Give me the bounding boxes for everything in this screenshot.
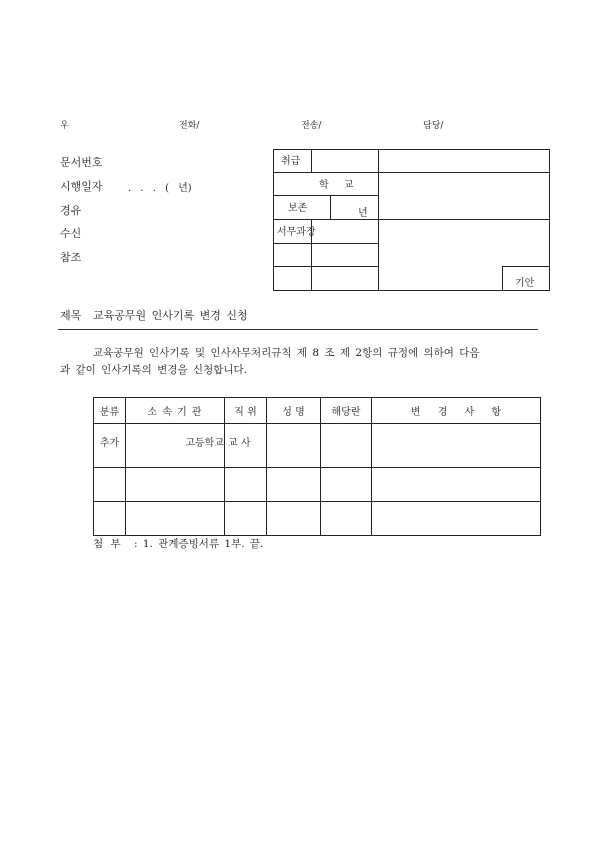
header-position: 직 위 xyxy=(225,398,267,424)
table-row xyxy=(94,502,541,536)
row-name xyxy=(267,502,321,536)
row-field xyxy=(321,424,372,468)
fax-label: 전송/ xyxy=(301,121,322,131)
row-position xyxy=(225,502,267,536)
header-field: 해당란 xyxy=(321,398,372,424)
school-label: 학 교 xyxy=(319,180,360,191)
via-label: 경유 xyxy=(60,204,82,217)
row-position xyxy=(225,468,267,502)
row-changes xyxy=(372,424,541,468)
recipient-label: 수신 xyxy=(60,227,82,240)
row-agency xyxy=(126,502,225,536)
row-changes xyxy=(372,502,541,536)
row-changes xyxy=(372,468,541,502)
admin-chief-label: 서무과장 xyxy=(277,227,316,238)
table-row xyxy=(94,468,541,502)
row-position: 교 사 xyxy=(225,424,267,468)
header-agency: 소 속 기 관 xyxy=(126,398,225,424)
table-row xyxy=(94,424,541,468)
header-name: 성 명 xyxy=(267,398,321,424)
phone-label: 전화/ xyxy=(179,121,200,131)
attachment-label: 첨 부 xyxy=(93,538,121,550)
row-category: 추가 xyxy=(94,424,126,468)
year-unit-label: 년 xyxy=(358,208,368,219)
retention-label: 보존 xyxy=(288,203,308,214)
contact-label: 담당/ xyxy=(423,121,444,131)
row-field xyxy=(321,468,372,502)
body-line-1: 교육공무원 인사기록 및 인사사무처리규칙 제 8 조 제 2항의 규정에 의하여 다음 xyxy=(93,347,480,359)
subject-divider xyxy=(58,329,538,330)
row-name xyxy=(267,468,321,502)
handling-label: 취급 xyxy=(281,156,301,167)
header-changes: 변 경 사 항 xyxy=(372,398,541,424)
body-line-2: 과 같이 인사기록의 변경을 신청합니다. xyxy=(60,364,247,376)
approval-box xyxy=(273,149,550,291)
row-field xyxy=(321,502,372,536)
exec-date-value: . . . ( 년) xyxy=(128,183,192,194)
draft-label: 기안 xyxy=(515,278,535,289)
subject-text: 교육공무원 인사기록 변경 신청 xyxy=(93,309,248,322)
attachment-text: : 1. 관계증빙서류 1부. 끝. xyxy=(134,538,264,550)
doc-number-label: 문서번호 xyxy=(60,156,103,169)
row-category xyxy=(94,502,126,536)
table-header-row xyxy=(94,398,541,424)
reference-label: 참조 xyxy=(60,251,82,264)
row-agency xyxy=(126,468,225,502)
row-name xyxy=(267,424,321,468)
row-category xyxy=(94,468,126,502)
row-agency: 고등학교 xyxy=(126,424,225,468)
receiver-label: 우 xyxy=(60,121,69,131)
header-category: 분류 xyxy=(94,398,126,424)
subject-label: 제목 xyxy=(60,309,82,322)
exec-date-label: 시행일자 xyxy=(60,180,103,193)
changes-table xyxy=(93,397,541,536)
